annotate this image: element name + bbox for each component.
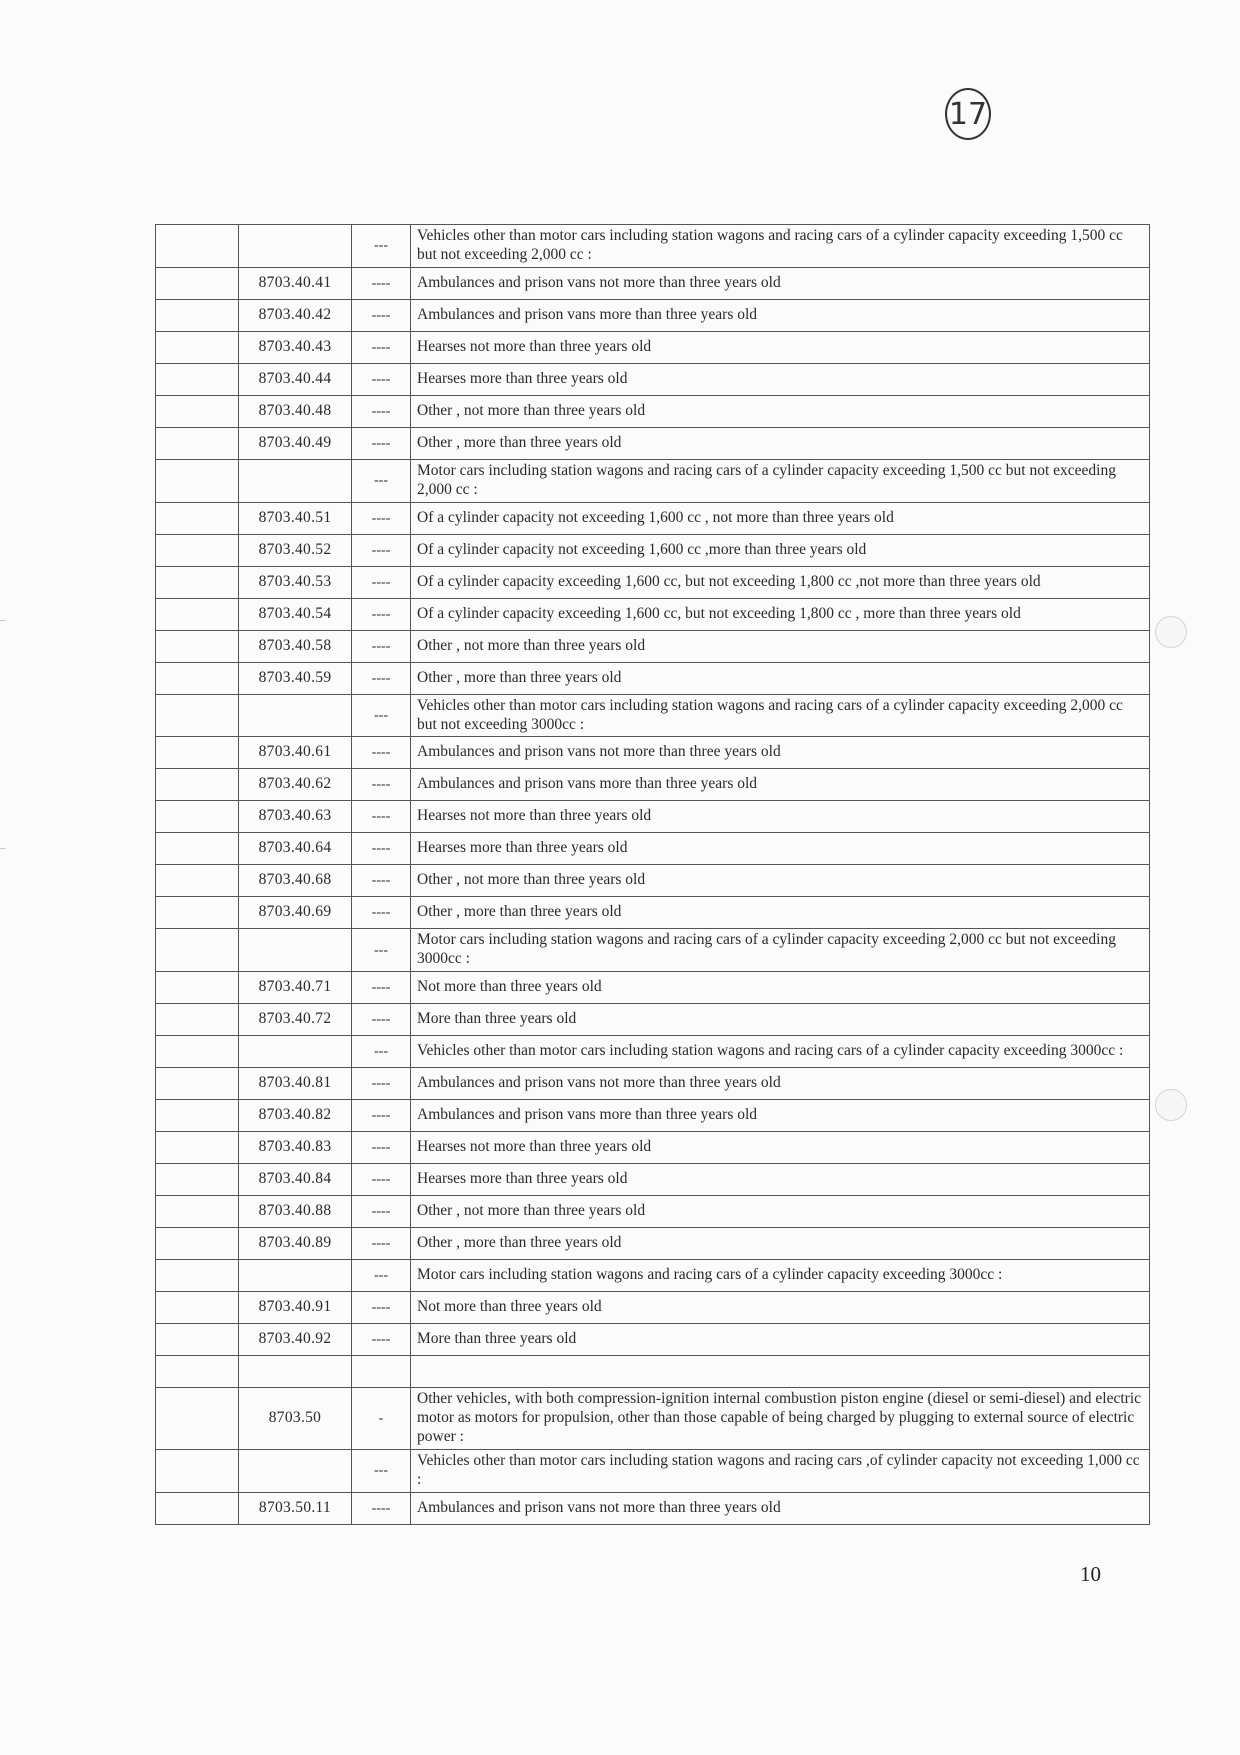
- blank-cell: [156, 972, 239, 1004]
- blank-cell: [156, 395, 239, 427]
- hs-code-cell: 8703.40.63: [239, 801, 352, 833]
- table-row: [156, 769, 1150, 801]
- hs-code-cell: [239, 225, 352, 268]
- blank-cell: [156, 769, 239, 801]
- description-cell: Of a cylinder capacity not exceeding 1,600 cc , not more than three years old: [411, 502, 1150, 534]
- description-cell: Vehicles other than motor cars including station wagons and racing cars of a cylinder capacity exceeding 1,500 cc but not exceeding 2,000 cc :: [411, 225, 1150, 268]
- table-row: [156, 1132, 1150, 1164]
- hs-code-cell: 8703.40.59: [239, 662, 352, 694]
- description-cell: Motor cars including station wagons and racing cars of a cylinder capacity exceeding 2,000 cc but not exceeding 3000cc :: [411, 929, 1150, 972]
- hs-code-cell: [239, 1449, 352, 1492]
- blank-cell: [156, 1164, 239, 1196]
- hs-code-cell: 8703.40.53: [239, 566, 352, 598]
- blank-cell: [156, 267, 239, 299]
- hs-code-cell: 8703.40.58: [239, 630, 352, 662]
- blank-cell: [156, 427, 239, 459]
- table-row: [156, 801, 1150, 833]
- table-row: [156, 299, 1150, 331]
- dash-level-cell: ----: [352, 566, 411, 598]
- description-cell: Motor cars including station wagons and racing cars of a cylinder capacity exceeding 1,500 cc but not exceeding 2,000 cc :: [411, 459, 1150, 502]
- dash-level-cell: ----: [352, 972, 411, 1004]
- blank-cell: [156, 1068, 239, 1100]
- blank-cell: [156, 1100, 239, 1132]
- blank-cell: [156, 331, 239, 363]
- dash-level-cell: ---: [352, 929, 411, 972]
- dash-level-cell: ----: [352, 1292, 411, 1324]
- blank-cell: [156, 299, 239, 331]
- description-cell: Ambulances and prison vans not more than three years old: [411, 1068, 1150, 1100]
- description-cell: Ambulances and prison vans not more than three years old: [411, 737, 1150, 769]
- description-cell: Other , not more than three years old: [411, 1196, 1150, 1228]
- description-cell: Ambulances and prison vans more than three years old: [411, 299, 1150, 331]
- table-row: [156, 1260, 1150, 1292]
- hs-code-cell: 8703.40.54: [239, 598, 352, 630]
- description-cell: Other , more than three years old: [411, 1228, 1150, 1260]
- table-row: [156, 1228, 1150, 1260]
- dash-level-cell: ---: [352, 1260, 411, 1292]
- hs-code-cell: 8703.40.64: [239, 833, 352, 865]
- description-cell: Of a cylinder capacity exceeding 1,600 cc, but not exceeding 1,800 cc ,not more than three years old: [411, 566, 1150, 598]
- dash-level-cell: ----: [352, 363, 411, 395]
- hs-code-cell: 8703.40.61: [239, 737, 352, 769]
- dash-level-cell: ----: [352, 769, 411, 801]
- dash-level-cell: ----: [352, 1068, 411, 1100]
- blank-cell: [156, 865, 239, 897]
- dash-level-cell: ----: [352, 1004, 411, 1036]
- hs-code-cell: 8703.40.48: [239, 395, 352, 427]
- description-cell: Of a cylinder capacity not exceeding 1,600 cc ,more than three years old: [411, 534, 1150, 566]
- dash-level-cell: ----: [352, 534, 411, 566]
- hs-code-cell: 8703.40.41: [239, 267, 352, 299]
- table-row: [156, 1492, 1150, 1524]
- description-cell: Hearses not more than three years old: [411, 331, 1150, 363]
- table-row: [156, 833, 1150, 865]
- table-row: [156, 897, 1150, 929]
- hs-code-cell: 8703.40.69: [239, 897, 352, 929]
- blank-cell: [156, 363, 239, 395]
- hs-code-cell: 8703.50: [239, 1388, 352, 1450]
- blank-cell: [156, 1196, 239, 1228]
- blank-cell: [156, 1388, 239, 1450]
- table-row: [156, 1292, 1150, 1324]
- description-cell: Hearses not more than three years old: [411, 801, 1150, 833]
- table-row: [156, 459, 1150, 502]
- hs-code-cell: 8703.40.72: [239, 1004, 352, 1036]
- table-row: [156, 630, 1150, 662]
- handwritten-page-mark: 17: [945, 88, 991, 140]
- dash-level-cell: [352, 1356, 411, 1388]
- hs-code-cell: 8703.40.44: [239, 363, 352, 395]
- description-cell: Motor cars including station wagons and racing cars of a cylinder capacity exceeding 3000cc :: [411, 1260, 1150, 1292]
- hs-code-cell: 8703.40.92: [239, 1324, 352, 1356]
- dash-level-cell: ----: [352, 395, 411, 427]
- dash-level-cell: ----: [352, 299, 411, 331]
- description-cell: Other , more than three years old: [411, 662, 1150, 694]
- hs-code-cell: 8703.40.71: [239, 972, 352, 1004]
- punch-hole-icon: [1155, 1089, 1187, 1121]
- table-row: [156, 331, 1150, 363]
- table-row: [156, 1068, 1150, 1100]
- blank-cell: [156, 566, 239, 598]
- edge-mark: [0, 848, 6, 849]
- blank-cell: [156, 459, 239, 502]
- table-row: [156, 1196, 1150, 1228]
- hs-code-cell: [239, 1356, 352, 1388]
- blank-cell: [156, 694, 239, 737]
- table-row: [156, 1356, 1150, 1388]
- description-cell: Hearses more than three years old: [411, 1164, 1150, 1196]
- hs-code-cell: 8703.40.84: [239, 1164, 352, 1196]
- hs-code-cell: 8703.40.68: [239, 865, 352, 897]
- description-cell: Ambulances and prison vans not more than three years old: [411, 267, 1150, 299]
- dash-level-cell: ----: [352, 1100, 411, 1132]
- dash-level-cell: ----: [352, 865, 411, 897]
- blank-cell: [156, 1449, 239, 1492]
- blank-cell: [156, 598, 239, 630]
- blank-cell: [156, 225, 239, 268]
- hs-code-cell: [239, 1036, 352, 1068]
- hs-code-cell: 8703.40.83: [239, 1132, 352, 1164]
- page-number: 10: [1080, 1562, 1101, 1586]
- blank-cell: [156, 1492, 239, 1524]
- blank-cell: [156, 1036, 239, 1068]
- dash-level-cell: ----: [352, 1196, 411, 1228]
- dash-level-cell: ----: [352, 737, 411, 769]
- hs-code-cell: 8703.40.89: [239, 1228, 352, 1260]
- hs-code-cell: 8703.40.82: [239, 1100, 352, 1132]
- hs-code-cell: 8703.50.11: [239, 1492, 352, 1524]
- description-cell: Ambulances and prison vans more than three years old: [411, 1100, 1150, 1132]
- dash-level-cell: ----: [352, 801, 411, 833]
- dash-level-cell: ---: [352, 1449, 411, 1492]
- table-row: [156, 1388, 1150, 1450]
- table-row: [156, 267, 1150, 299]
- hs-code-cell: 8703.40.91: [239, 1292, 352, 1324]
- dash-level-cell: ----: [352, 598, 411, 630]
- dash-level-cell: ----: [352, 331, 411, 363]
- blank-cell: [156, 1260, 239, 1292]
- dash-level-cell: ---: [352, 694, 411, 737]
- blank-cell: [156, 534, 239, 566]
- description-cell: Ambulances and prison vans not more than three years old: [411, 1492, 1150, 1524]
- dash-level-cell: ----: [352, 427, 411, 459]
- hs-code-cell: 8703.40.42: [239, 299, 352, 331]
- dash-level-cell: ----: [352, 630, 411, 662]
- dash-level-cell: ----: [352, 1324, 411, 1356]
- description-cell: Ambulances and prison vans more than three years old: [411, 769, 1150, 801]
- blank-cell: [156, 801, 239, 833]
- blank-cell: [156, 502, 239, 534]
- table-row: [156, 929, 1150, 972]
- blank-cell: [156, 1004, 239, 1036]
- description-cell: Other , not more than three years old: [411, 630, 1150, 662]
- description-cell: Of a cylinder capacity exceeding 1,600 cc, but not exceeding 1,800 cc , more than three years old: [411, 598, 1150, 630]
- description-cell: Other vehicles, with both compression-ignition internal combustion piston engine (diesel or semi-diesel) and electric motor as motors for propulsion, other than those capable of being charged by plugging to external source of electric power :: [411, 1388, 1150, 1450]
- dash-level-cell: ----: [352, 1492, 411, 1524]
- hs-code-cell: 8703.40.62: [239, 769, 352, 801]
- tariff-table-body: [156, 225, 1150, 1525]
- blank-cell: [156, 737, 239, 769]
- description-cell: Hearses not more than three years old: [411, 1132, 1150, 1164]
- dash-level-cell: ----: [352, 502, 411, 534]
- table-row: [156, 363, 1150, 395]
- description-cell: Other , more than three years old: [411, 427, 1150, 459]
- dash-level-cell: ----: [352, 1228, 411, 1260]
- description-cell: More than three years old: [411, 1324, 1150, 1356]
- description-cell: Other , not more than three years old: [411, 395, 1150, 427]
- table-row: [156, 662, 1150, 694]
- blank-cell: [156, 662, 239, 694]
- table-row: [156, 427, 1150, 459]
- table-row: [156, 694, 1150, 737]
- dash-level-cell: -: [352, 1388, 411, 1450]
- description-cell: More than three years old: [411, 1004, 1150, 1036]
- dash-level-cell: ---: [352, 1036, 411, 1068]
- description-cell: Hearses more than three years old: [411, 363, 1150, 395]
- dash-level-cell: ---: [352, 225, 411, 268]
- blank-cell: [156, 1356, 239, 1388]
- dash-level-cell: ---: [352, 459, 411, 502]
- table-row: [156, 1164, 1150, 1196]
- description-cell: Not more than three years old: [411, 1292, 1150, 1324]
- table-row: [156, 737, 1150, 769]
- table-row: [156, 1449, 1150, 1492]
- table-row: [156, 566, 1150, 598]
- blank-cell: [156, 1292, 239, 1324]
- table-row: [156, 1004, 1150, 1036]
- hs-code-cell: 8703.40.43: [239, 331, 352, 363]
- blank-cell: [156, 1324, 239, 1356]
- punch-hole-icon: [1155, 616, 1187, 648]
- description-cell: Vehicles other than motor cars including station wagons and racing cars of a cylinder capacity exceeding 3000cc :: [411, 1036, 1150, 1068]
- blank-cell: [156, 1228, 239, 1260]
- table-row: [156, 225, 1150, 268]
- table-row: [156, 502, 1150, 534]
- table-row: [156, 534, 1150, 566]
- hs-code-cell: [239, 459, 352, 502]
- table-row: [156, 395, 1150, 427]
- hs-code-cell: [239, 1260, 352, 1292]
- hs-code-cell: [239, 929, 352, 972]
- hs-code-cell: 8703.40.49: [239, 427, 352, 459]
- description-cell: [411, 1356, 1150, 1388]
- table-row: [156, 1100, 1150, 1132]
- dash-level-cell: ----: [352, 662, 411, 694]
- hs-code-cell: 8703.40.88: [239, 1196, 352, 1228]
- tariff-table: [155, 224, 1150, 1525]
- dash-level-cell: ----: [352, 267, 411, 299]
- description-cell: Not more than three years old: [411, 972, 1150, 1004]
- description-cell: Hearses more than three years old: [411, 833, 1150, 865]
- dash-level-cell: ----: [352, 833, 411, 865]
- edge-mark: [0, 620, 6, 621]
- table-row: [156, 972, 1150, 1004]
- table-row: [156, 865, 1150, 897]
- hs-code-cell: [239, 694, 352, 737]
- description-cell: Vehicles other than motor cars including station wagons and racing cars ,of cylinder capacity not exceeding 1,000 cc :: [411, 1449, 1150, 1492]
- hs-code-cell: 8703.40.51: [239, 502, 352, 534]
- description-cell: Other , more than three years old: [411, 897, 1150, 929]
- blank-cell: [156, 833, 239, 865]
- dash-level-cell: ----: [352, 897, 411, 929]
- blank-cell: [156, 897, 239, 929]
- description-cell: Other , not more than three years old: [411, 865, 1150, 897]
- dash-level-cell: ----: [352, 1132, 411, 1164]
- dash-level-cell: ----: [352, 1164, 411, 1196]
- table-row: [156, 598, 1150, 630]
- table-row: [156, 1324, 1150, 1356]
- blank-cell: [156, 929, 239, 972]
- blank-cell: [156, 1132, 239, 1164]
- table-row: [156, 1036, 1150, 1068]
- blank-cell: [156, 630, 239, 662]
- description-cell: Vehicles other than motor cars including station wagons and racing cars of a cylinder capacity exceeding 2,000 cc but not exceeding 3000cc :: [411, 694, 1150, 737]
- hs-code-cell: 8703.40.52: [239, 534, 352, 566]
- hs-code-cell: 8703.40.81: [239, 1068, 352, 1100]
